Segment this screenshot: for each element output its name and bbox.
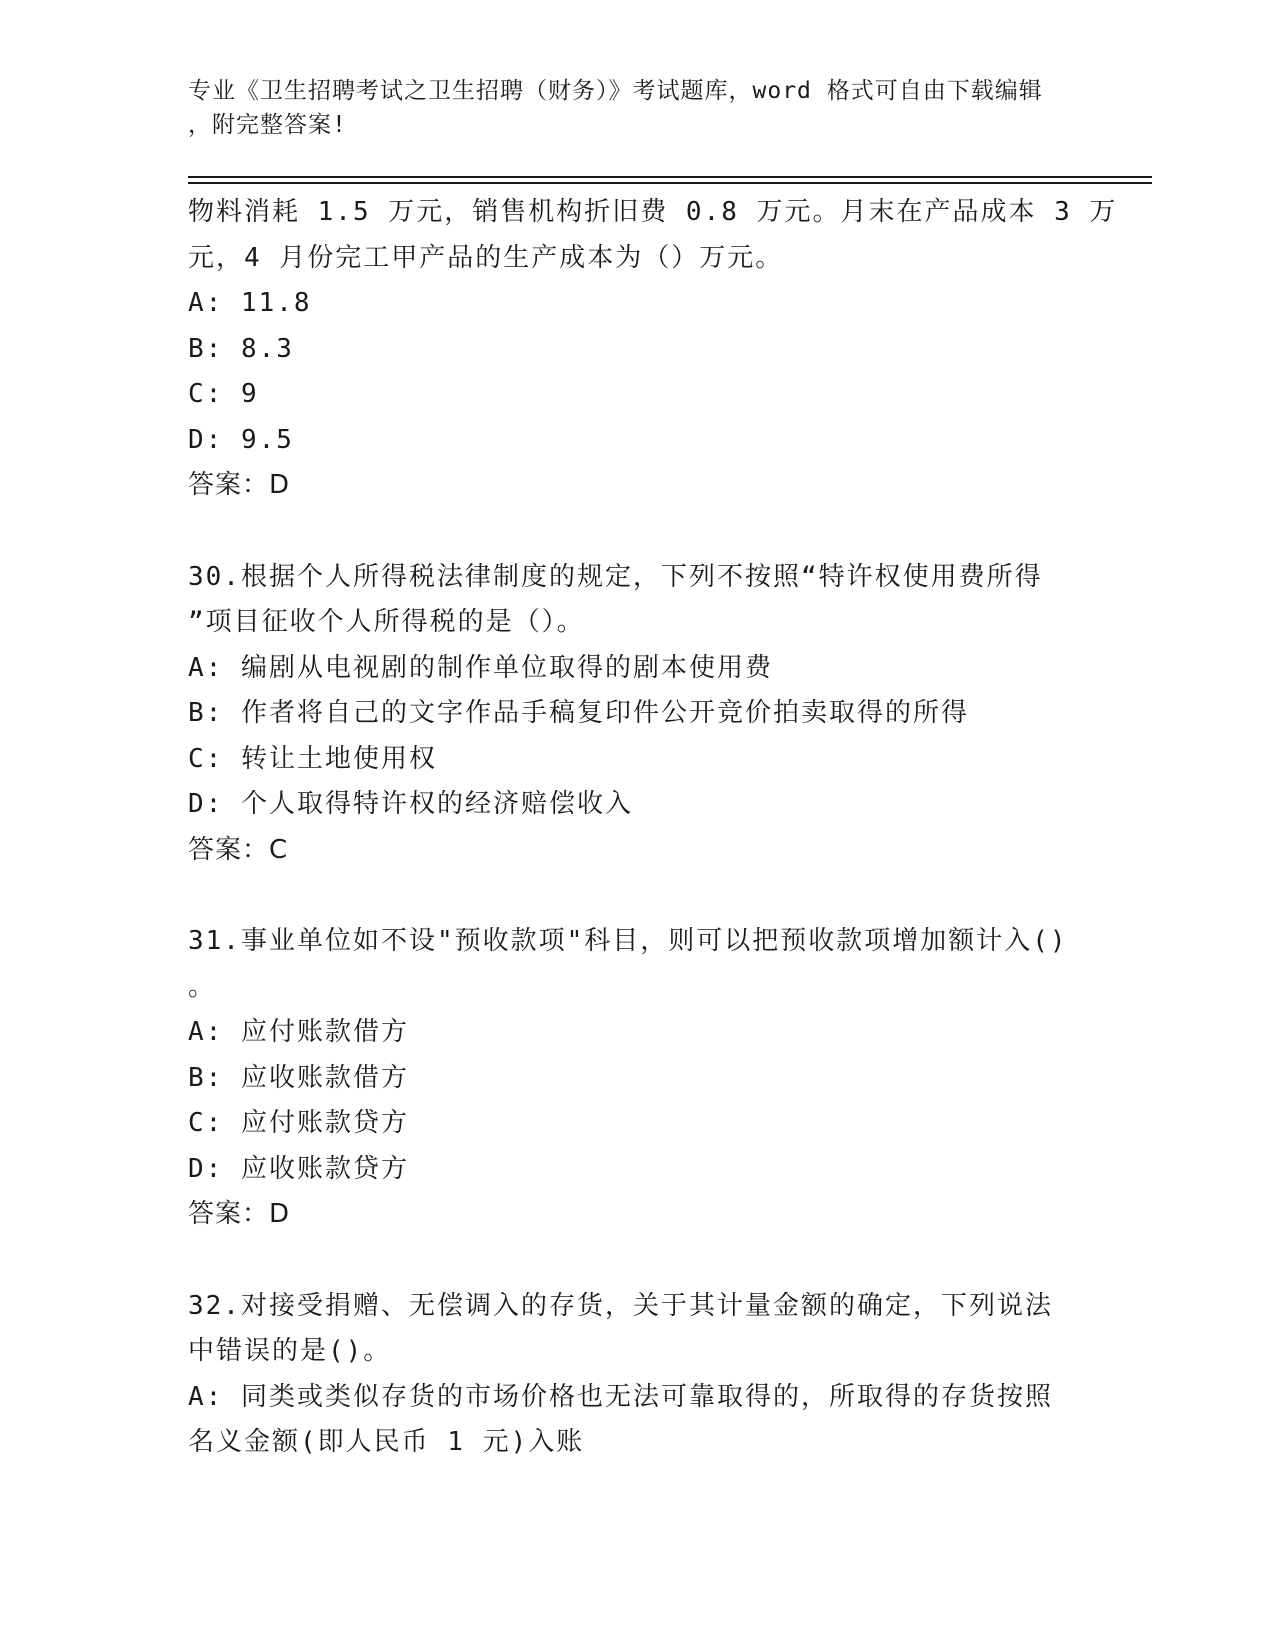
header-rule-top xyxy=(188,176,1152,178)
answer: 答案：D xyxy=(188,470,291,500)
question-stem-line: 物料消耗 1.5 万元，销售机构折旧费 0.8 万元。月末在产品成本 3 万 xyxy=(188,197,1118,227)
option-c: C: 9 xyxy=(188,379,259,409)
question-stem-line: 。 xyxy=(188,971,217,1002)
option-a: A: 11.8 xyxy=(188,288,312,318)
question-stem-line: 30.根据个人所得税法律制度的规定，下列不按照“特许权使用费所得 xyxy=(188,561,1043,592)
question-stem-line: 32.对接受捐赠、无偿调入的存货，关于其计量金额的确定，下列说法 xyxy=(188,1290,1053,1321)
spacer xyxy=(188,1238,1088,1284)
question-stem-line: 中错误的是()。 xyxy=(188,1336,392,1366)
document-body xyxy=(188,190,1118,1466)
option-d: D: 9.5 xyxy=(188,424,294,455)
question-stem-line: 31.事业单位如不设"预收款项"科目，则可以把预收款项增加额计入() xyxy=(188,926,1068,956)
question-stem-line: 元，4 月份完工甲产品的生产成本为（）万元。 xyxy=(188,242,784,273)
question-31 xyxy=(188,919,1088,1238)
question-32 xyxy=(188,1284,1088,1466)
option-b: B: 应收账款借方 xyxy=(188,1062,409,1093)
document-header xyxy=(188,74,1068,142)
answer: 答案：D xyxy=(188,1199,291,1229)
header-line-1: 专业《卫生招聘考试之卫生招聘（财务）》考试题库，word 格式可自由下载编辑 xyxy=(188,78,1043,104)
option-a: A: 同类或类似存货的市场价格也无法可靠取得的，所取得的存货按照 xyxy=(188,1381,1053,1412)
option-a-continued: 名义金额(即人民币 1 元)入账 xyxy=(188,1427,585,1457)
question-29 xyxy=(188,190,1118,509)
option-c: C: 应付账款贷方 xyxy=(188,1108,409,1138)
option-d: D: 个人取得特许权的经济赔偿收入 xyxy=(188,789,633,819)
question-30 xyxy=(188,555,1088,874)
header-rule-bottom xyxy=(188,182,1152,184)
answer: 答案：C xyxy=(188,834,289,865)
option-d: D: 应收账款贷方 xyxy=(188,1153,409,1184)
option-a: A: 编剧从电视剧的制作单位取得的剧本使用费 xyxy=(188,652,773,683)
option-a: A: 应付账款借方 xyxy=(188,1017,409,1047)
question-stem-line: ”项目征收个人所得税的是（）。 xyxy=(188,607,585,637)
option-b: B: 作者将自己的文字作品手稿复印件公开竞价拍卖取得的所得 xyxy=(188,698,969,728)
spacer xyxy=(188,509,1088,555)
option-b: B: 8.3 xyxy=(188,333,294,364)
spacer xyxy=(188,873,1088,919)
header-line-2: ，附完整答案! xyxy=(188,112,347,138)
option-c: C: 转让土地使用权 xyxy=(188,743,437,774)
